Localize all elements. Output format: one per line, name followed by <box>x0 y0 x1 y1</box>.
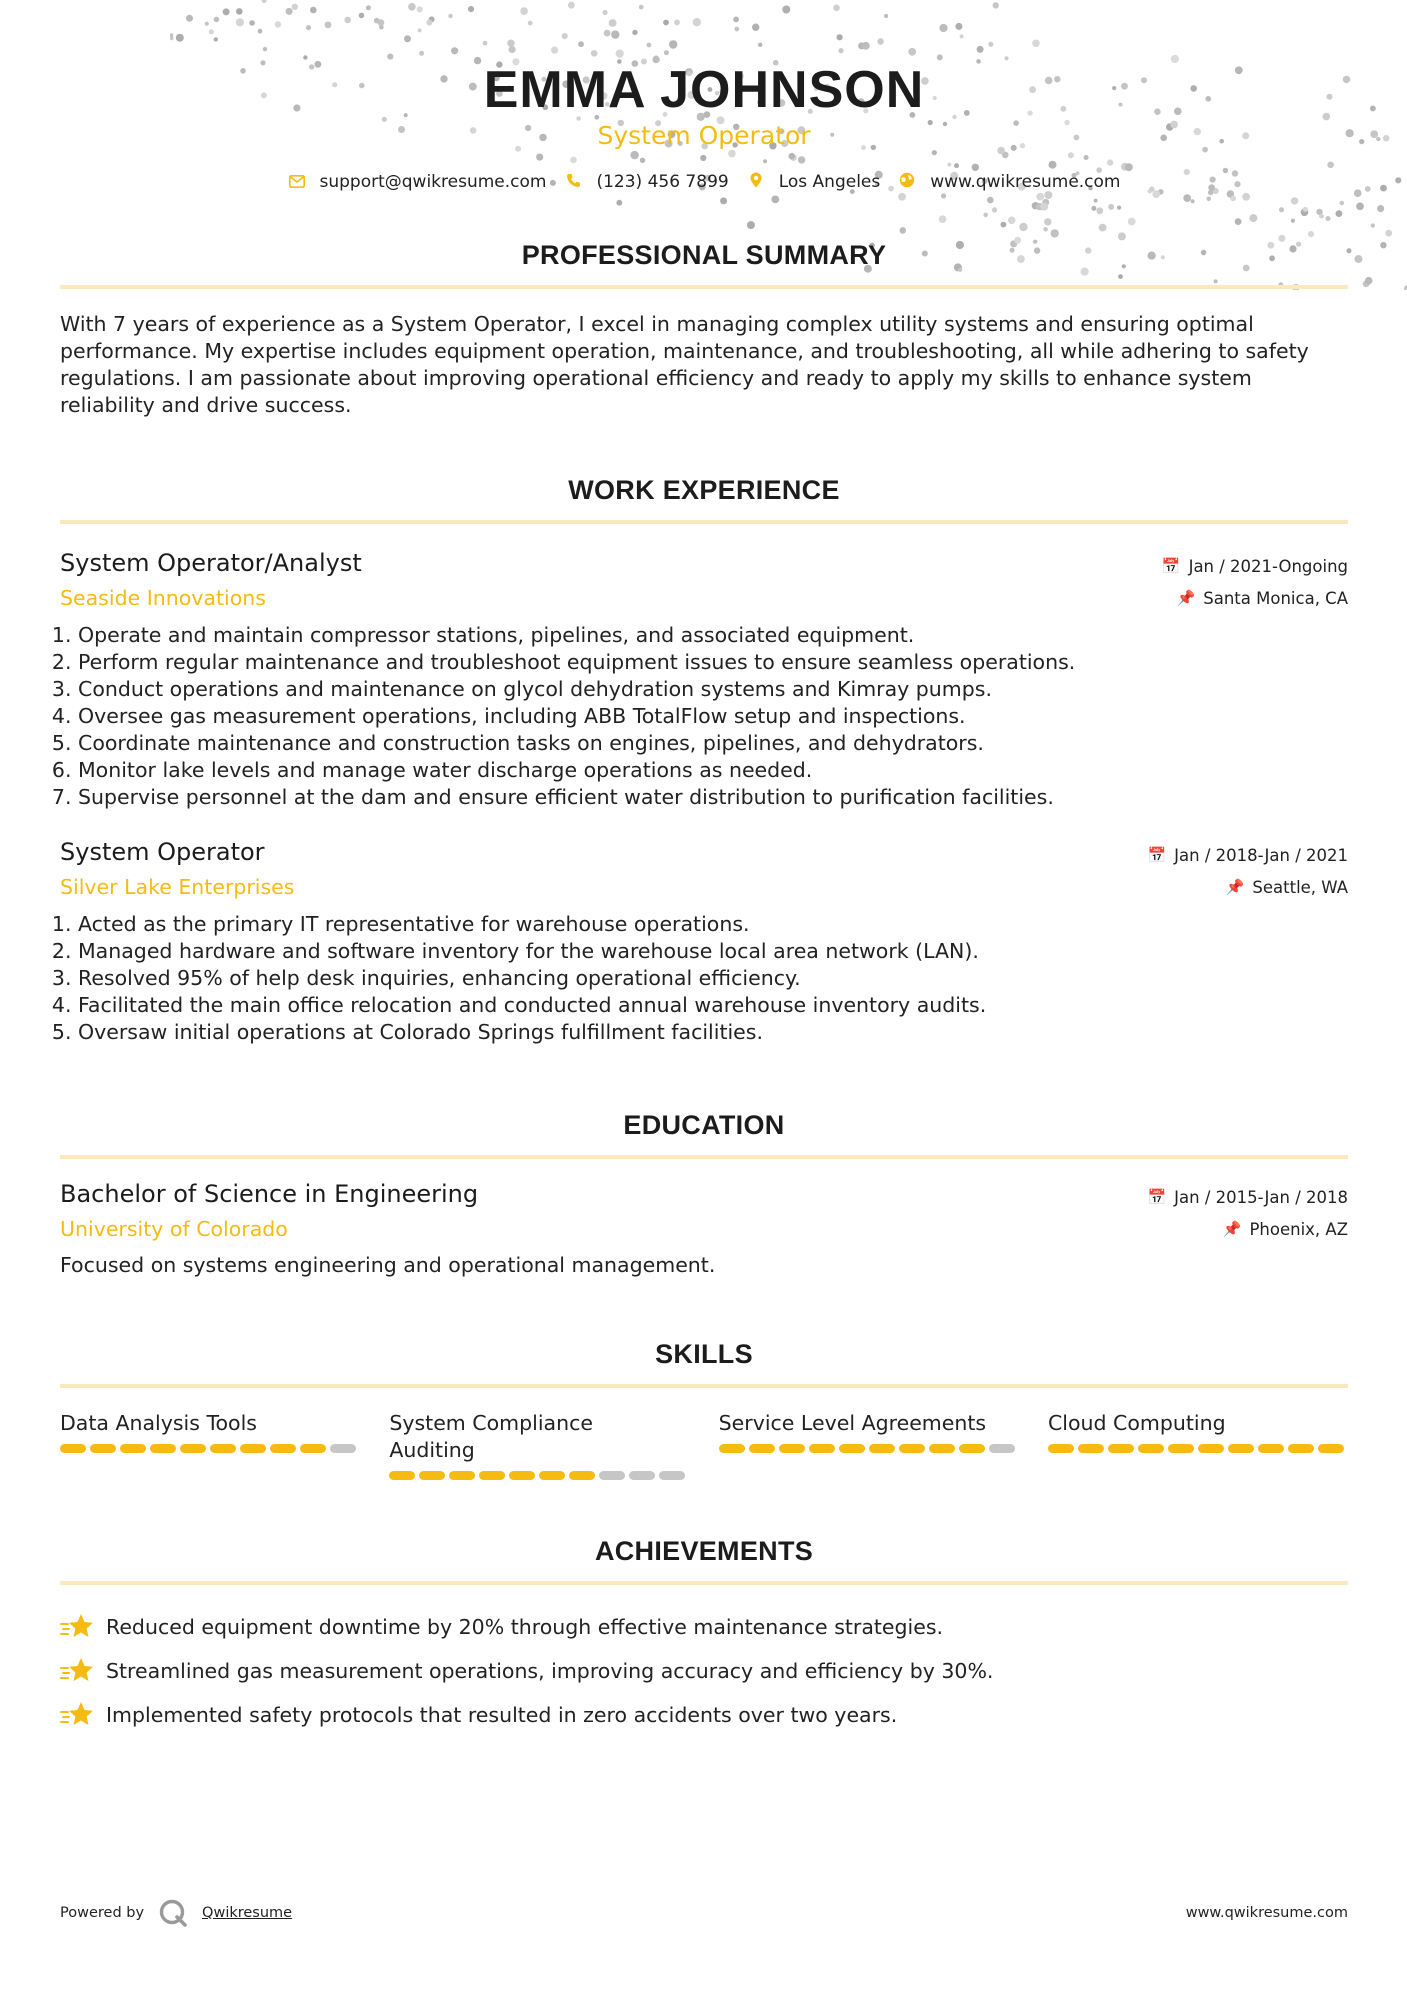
summary-text: With 7 years of experience as a System Operator, I excel in managing complex utility systems and ensuring optimal performance. My expertise includes equipment operation, maintenance, and troubleshooting, all while adhering to safety regulations. I am passionate about improving operational efficiency and ready to apply my skills to enhance system reliability and drive success. <box>60 312 1309 417</box>
list-item: 3. Conduct operations and maintenance on glycol dehydration systems and Kimray pumps. <box>78 676 1348 703</box>
star-icon <box>60 1656 94 1686</box>
list-item: 2. Perform regular maintenance and troubleshoot equipment issues to ensure seamless operations. <box>78 649 1348 676</box>
calendar-icon: 📅 <box>1161 557 1181 575</box>
skill-level-segment <box>419 1471 445 1480</box>
contact-bar <box>60 172 1348 192</box>
achievements-list <box>60 1605 1348 1737</box>
achievement-text: Implemented safety protocols that resulted in zero accidents over two years. <box>106 1703 898 1727</box>
skill-level-segment <box>809 1444 835 1453</box>
calendar-icon: 📅 <box>1147 1188 1167 1206</box>
skill-level-segment <box>929 1444 955 1453</box>
skill-name: Data Analysis Tools <box>60 1411 257 1435</box>
decorative-dot <box>1356 203 1364 211</box>
skill-level-segment <box>270 1444 296 1453</box>
resume-header <box>60 0 1348 192</box>
decorative-dot <box>1355 255 1363 263</box>
qwikresume-logo-icon <box>158 1898 188 1928</box>
decorative-dot <box>1383 135 1389 141</box>
skill-name: Cloud Computing <box>1047 1411 1226 1435</box>
brand-link[interactable]: Qwikresume <box>202 1905 293 1921</box>
job-meta <box>1147 839 1348 903</box>
skill-level-segment <box>1168 1444 1194 1453</box>
job-location: Seattle, WA <box>1252 877 1348 897</box>
skill-level-segment <box>300 1444 326 1453</box>
achievement-text: Reduced equipment downtime by 20% through effective maintenance strategies. <box>106 1615 944 1639</box>
skill-level-bar <box>1048 1444 1348 1453</box>
decorative-dot <box>1380 242 1386 248</box>
skill-level-bar <box>719 1444 1019 1453</box>
star-icon <box>60 1700 94 1730</box>
skill-level-segment <box>509 1471 535 1480</box>
skill-level-segment <box>479 1471 505 1480</box>
skill-level-segment <box>1108 1444 1134 1453</box>
job-company: Silver Lake Enterprises <box>60 875 295 899</box>
decorative-dot <box>1359 139 1364 144</box>
job-entry <box>60 548 1348 811</box>
skill-item <box>60 1410 360 1480</box>
pushpin-icon: 📌 <box>1176 589 1196 607</box>
list-item <box>60 1649 1348 1693</box>
job-date: Jan / 2021-Ongoing <box>1188 556 1348 576</box>
contact-location <box>747 172 881 192</box>
skill-level-segment <box>569 1471 595 1480</box>
candidate-role: System Operator <box>597 121 811 150</box>
list-item <box>60 1605 1348 1649</box>
education-section <box>60 1110 1348 1279</box>
star-icon <box>60 1612 94 1642</box>
skill-level-segment <box>1138 1444 1164 1453</box>
contact-location-text: Los Angeles <box>778 172 881 192</box>
skill-level-segment <box>1198 1444 1224 1453</box>
list-item: 3. Resolved 95% of help desk inquiries, enhancing operational efficiency. <box>78 965 1348 992</box>
pushpin-icon: 📌 <box>1222 1220 1242 1238</box>
achievements-heading: ACHIEVEMENTS <box>594 1536 814 1566</box>
skills-heading: SKILLS <box>655 1339 753 1369</box>
decorative-dot <box>1365 186 1371 192</box>
experience-divider <box>60 520 1348 524</box>
skill-item <box>389 1410 689 1480</box>
school-name: University of Colorado <box>60 1217 288 1241</box>
job-company: Seaside Innovations <box>60 586 266 610</box>
skill-level-segment <box>90 1444 116 1453</box>
job-date: Jan / 2018-Jan / 2021 <box>1174 845 1348 865</box>
resume-page <box>60 0 1348 1737</box>
map-pin-icon <box>747 172 765 192</box>
experience-section <box>60 475 1348 1046</box>
skill-level-segment <box>180 1444 206 1453</box>
list-item: 5. Oversaw initial operations at Colorado Springs fulfillment facilities. <box>78 1019 1348 1046</box>
list-item: 4. Oversee gas measurement operations, including ABB TotalFlow setup and inspections. <box>78 703 1348 730</box>
skill-level-segment <box>959 1444 985 1453</box>
skill-level-segment <box>839 1444 865 1453</box>
job-meta <box>1162 550 1348 614</box>
skill-level-segment <box>1258 1444 1284 1453</box>
powered-by <box>60 1898 292 1928</box>
skills-divider <box>60 1384 1348 1388</box>
skill-name: System Compliance Auditing <box>389 1411 593 1462</box>
list-item: 4. Facilitated the main office relocation and conducted annual warehouse inventory audits. <box>78 992 1348 1019</box>
calendar-icon: 📅 <box>1147 846 1167 864</box>
skill-level-segment <box>1318 1444 1344 1453</box>
achievements-section <box>60 1536 1348 1737</box>
decorative-dot <box>1376 137 1380 141</box>
job-location: Santa Monica, CA <box>1203 588 1348 608</box>
skill-level-bar <box>389 1471 689 1480</box>
list-item: 6. Monitor lake levels and manage water discharge operations as needed. <box>78 757 1348 784</box>
contact-phone-text: (123) 456 7899 <box>596 172 729 192</box>
education-divider <box>60 1155 1348 1159</box>
skill-level-segment <box>539 1471 565 1480</box>
education-meta <box>1147 1181 1348 1245</box>
decorative-dot <box>1385 230 1392 237</box>
skill-item <box>719 1410 1019 1480</box>
list-item: 7. Supervise personnel at the dam and ensure efficient water distribution to purification facilities. <box>78 784 1348 811</box>
footer-website[interactable]: www.qwikresume.com <box>1185 1905 1348 1921</box>
phone-icon <box>564 173 582 192</box>
skill-level-segment <box>899 1444 925 1453</box>
skills-grid <box>60 1410 1348 1480</box>
list-item <box>60 1693 1348 1737</box>
globe-icon <box>898 172 916 192</box>
contact-email-text: support@qwikresume.com <box>319 172 547 192</box>
decorative-dot <box>1370 106 1376 112</box>
decorative-dot <box>1380 185 1387 192</box>
list-item: 1. Acted as the primary IT representative for warehouse operations. <box>78 911 1348 938</box>
achievements-divider <box>60 1581 1348 1585</box>
job-duties <box>60 911 1348 1046</box>
list-item: 1. Operate and maintain compressor stations, pipelines, and associated equipment. <box>78 622 1348 649</box>
skill-level-segment <box>989 1444 1015 1453</box>
job-title: System Operator/Analyst <box>60 549 362 577</box>
skill-level-segment <box>749 1444 775 1453</box>
contact-phone[interactable] <box>564 172 728 192</box>
skill-level-segment <box>779 1444 805 1453</box>
skill-level-segment <box>1048 1444 1074 1453</box>
contact-website[interactable] <box>898 172 1120 192</box>
job-title: System Operator <box>60 838 265 866</box>
summary-section <box>60 240 1348 419</box>
education-location: Phoenix, AZ <box>1249 1219 1348 1239</box>
candidate-name: EMMA JOHNSON <box>483 61 925 119</box>
contact-website-text: www.qwikresume.com <box>930 172 1121 192</box>
skill-level-segment <box>120 1444 146 1453</box>
decorative-dot <box>1354 189 1362 197</box>
skill-level-segment <box>599 1471 625 1480</box>
skill-level-segment <box>659 1471 685 1480</box>
skill-level-segment <box>449 1471 475 1480</box>
decorative-dot <box>1365 277 1373 285</box>
list-item: 5. Coordinate maintenance and construction tasks on engines, pipelines, and dehydrators. <box>78 730 1348 757</box>
skill-level-segment <box>629 1471 655 1480</box>
job-duties <box>60 622 1348 811</box>
decorative-dot <box>1371 223 1375 227</box>
experience-heading: WORK EXPERIENCE <box>568 475 840 505</box>
achievement-text: Streamlined gas measurement operations, improving accuracy and efficiency by 30%. <box>106 1659 994 1683</box>
education-date: Jan / 2015-Jan / 2018 <box>1174 1187 1348 1207</box>
envelope-icon <box>288 173 306 192</box>
page-footer <box>60 1898 1348 1928</box>
list-item: 2. Managed hardware and software inventory for the warehouse local area network (LAN). <box>78 938 1348 965</box>
skill-name: Service Level Agreements <box>718 1411 987 1435</box>
skill-level-segment <box>150 1444 176 1453</box>
skill-item <box>1048 1410 1348 1480</box>
job-entry <box>60 837 1348 1046</box>
education-heading: EDUCATION <box>623 1110 785 1140</box>
summary-divider <box>60 285 1348 289</box>
skill-level-segment <box>330 1444 356 1453</box>
skill-level-segment <box>719 1444 745 1453</box>
decorative-dot <box>1370 130 1378 138</box>
summary-heading: PROFESSIONAL SUMMARY <box>521 240 887 270</box>
skill-level-segment <box>240 1444 266 1453</box>
skill-level-segment <box>869 1444 895 1453</box>
education-entry <box>60 1179 1348 1279</box>
skill-level-segment <box>1078 1444 1104 1453</box>
skill-level-segment <box>60 1444 86 1453</box>
skill-level-segment <box>210 1444 236 1453</box>
decorative-dot <box>1377 205 1384 212</box>
degree-title: Bachelor of Science in Engineering <box>60 1180 479 1208</box>
skill-level-segment <box>389 1471 415 1480</box>
skill-level-segment <box>1288 1444 1314 1453</box>
decorative-dot <box>1395 177 1401 183</box>
pushpin-icon: 📌 <box>1225 878 1245 896</box>
contact-email[interactable] <box>288 172 547 192</box>
education-description: Focused on systems engineering and operational management. <box>60 1253 716 1277</box>
skill-level-bar <box>60 1444 360 1453</box>
skill-level-segment <box>1228 1444 1254 1453</box>
skills-section <box>60 1339 1348 1480</box>
powered-by-label: Powered by <box>60 1905 145 1921</box>
